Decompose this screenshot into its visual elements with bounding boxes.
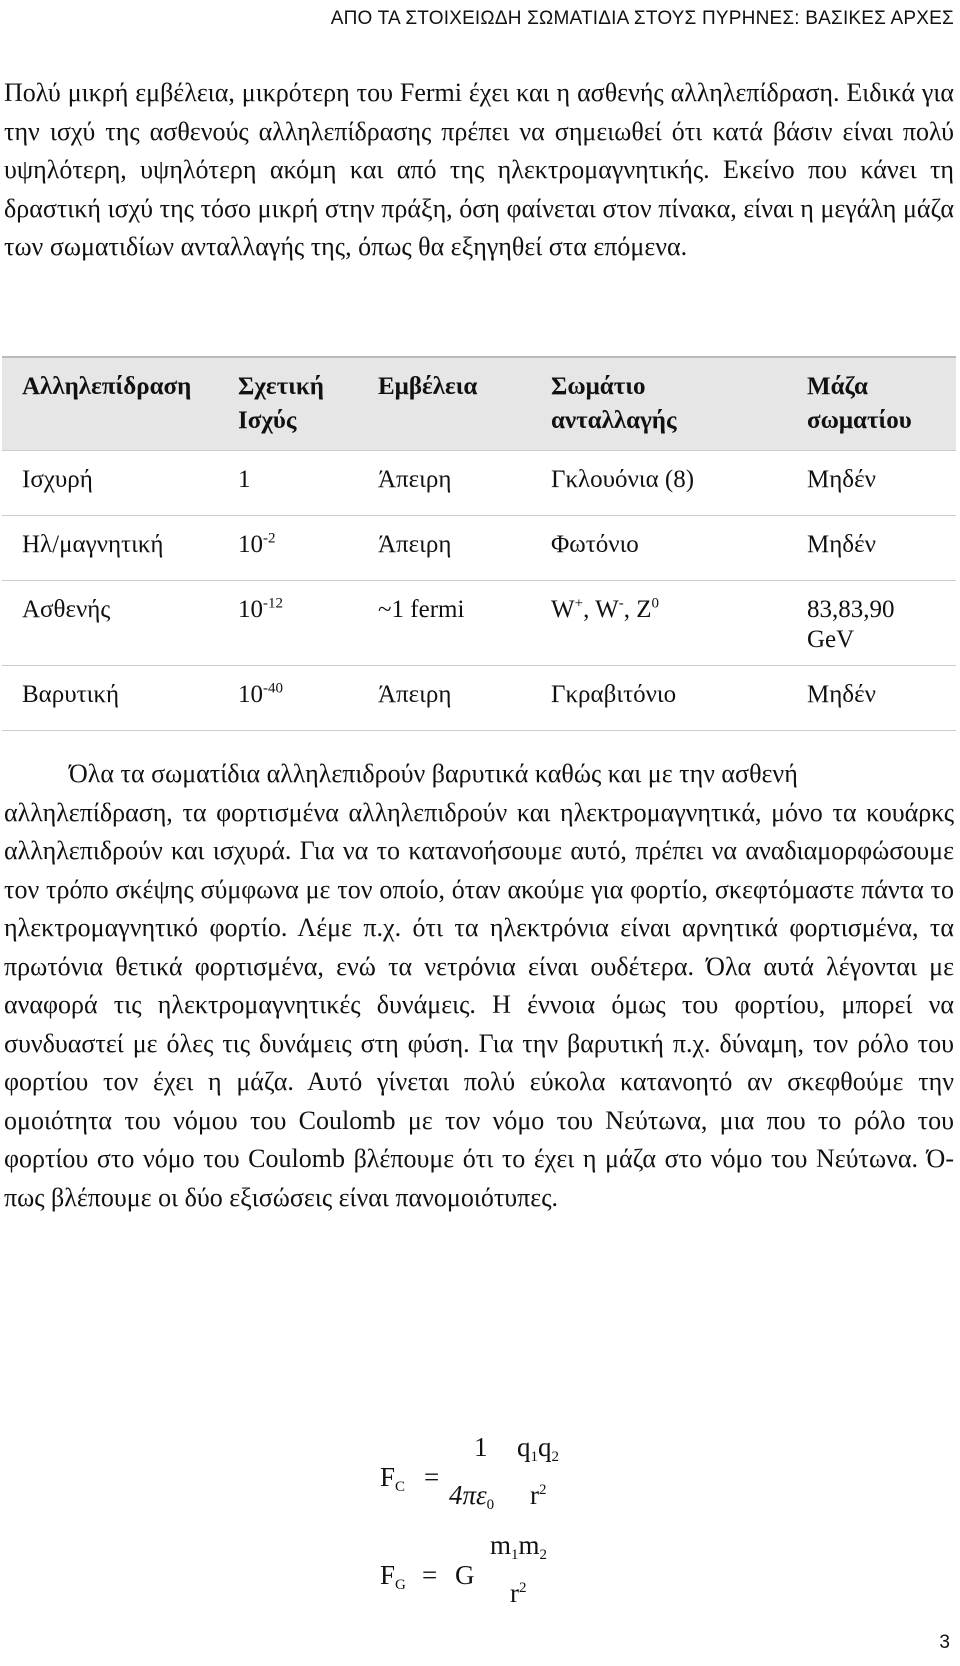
body-paragraph-rest: αλληλεπίδραση, τα φορτισμένα αλληλεπιδρούν και ηλεκτρομαγνητικά, μόνο τα κουάρκς αλληλεπιδρούν και ισχυρά. Για να το κατανοήσουμε αυτό, πρέπει να αναδιαμορφώσουμε τον τρόπο σκέψης σύμφωνα με τον οποίο, όταν ακούμε για φορτίο, σκεφτόμαστε πάντα το ηλεκτρομαγνητικό φορτίο. Λέμε π.χ. ότι τα ηλεκτρόνια είναι αρνητικά φορτισμένα, τα πρωτόνια θετικά φορτισμένα, ενώ τα νετρόνια είναι ουδέτερα. Όλα αυτά λέγονται με αναφορά τις ηλεκτρομαγνητικές δυνάμεις. Η έννοια όμως του φορτίου, μπορεί να συνδυαστεί με όλες τις δυνάμεις στη φύση. Για την βαρυτική π.χ. δύναμη, τον ρόλο του φορτίου τον έχει η μάζα. Αυτό γίνεται πολύ εύκολα κατανοητό αν σκεφθούμε την ομοιότητα του νόμου του Coulomb με τον νόμο του Νεύτωνα, μια που το ρόλο του φορτίου στο νόμο του Coulomb βλέπουμε ότι το έχει η μάζα στο νόμο του Νεύτωνα. Όπως βλέπουμε οι δύο εξισώσεις είναι πανομοιότυπες. — [4, 797, 954, 1212]
header-interaction: Αλληλεπίδραση — [2, 357, 218, 451]
cell-range: ~1 fermi — [358, 581, 531, 666]
newton-constant: G — [455, 1560, 475, 1590]
coulomb-denominator-2: $r^2$ — [530, 1480, 547, 1510]
coulomb-numerator-1: 1 — [474, 1432, 488, 1462]
body-paragraph — [4, 755, 954, 1217]
cell-range: Άπειρη — [358, 516, 531, 581]
cell-strength: $10^{-2}$ — [218, 516, 358, 581]
header-relative-strength: Σχετική Ισχύς — [218, 357, 358, 451]
coulomb-equals: = — [424, 1462, 440, 1492]
coulomb-numerator-2: $q_1q_2$ — [517, 1432, 559, 1465]
newton-numerator: $m_1m_2$ — [490, 1530, 548, 1563]
table-row — [2, 666, 956, 731]
body-paragraph-first-line: Όλα τα σωματίδια αλληλεπιδρούν βαρυτικά καθώς και με την ασθενή — [69, 759, 798, 788]
cell-particle: Γκλουόνια (8) — [531, 451, 781, 516]
header-exchange-particle: Σωμάτιο ανταλλαγής — [531, 357, 781, 451]
coulomb-denominator-1: $4\pi\varepsilon_0$ — [449, 1480, 495, 1513]
cell-strength: $10^{-40}$ — [218, 666, 358, 731]
cell-mass: 83,83,90 GeV — [781, 581, 956, 666]
cell-range: Άπειρη — [358, 451, 531, 516]
cell-mass: Μηδέν — [781, 516, 956, 581]
interactions-table — [2, 356, 956, 731]
cell-strength: $10^{-12}$ — [218, 581, 358, 666]
table-row — [2, 451, 956, 516]
cell-particle: W+, W-, $Z^0$ — [531, 581, 781, 666]
newton-equals: = — [422, 1560, 438, 1590]
table-row — [2, 516, 956, 581]
page-number: 3 — [939, 1632, 950, 1653]
cell-interaction: Ηλ/μαγνητική — [2, 516, 218, 581]
cell-particle: Φωτόνιο — [531, 516, 781, 581]
coulomb-lhs: $F_C$ — [380, 1462, 406, 1495]
newton-lhs: $F_G$ — [380, 1560, 406, 1593]
cell-strength: 1 — [218, 451, 358, 516]
cell-range: Άπειρη — [358, 666, 531, 731]
table-header-row — [2, 357, 956, 451]
cell-interaction: Βαρυτική — [2, 666, 218, 731]
cell-particle: Γκραβιτόνιο — [531, 666, 781, 731]
intro-paragraph: Πολύ μικρή εμβέλεια, μικρότερη του Fermi έχει και η ασθενής αλληλεπίδραση. Ειδικά για την ισχύ της ασθενούς αλληλεπίδρασης πρέπει να σημειωθεί ότι κατά βάσιν είναι πολύ υψηλότερη, υψηλότερη ακόμη και από της ηλεκτρομαγνητικής. Εκείνο που κάνει τη δραστική ισχύ της τόσο μικρή στην πράξη, όση φαίνεται στον πίνακα, είναι η μεγάλη μάζα των σωματιδίων ανταλλαγής της, όπως θα εξηγηθεί στα επόμενα. — [4, 78, 954, 261]
cell-mass: Μηδέν — [781, 451, 956, 516]
newton-denominator: $r^2$ — [510, 1578, 527, 1608]
header-range: Εμβέλεια — [358, 357, 531, 451]
cell-interaction: Ασθενής — [2, 581, 218, 666]
header-particle-mass: Μάζα σωματίου — [781, 357, 956, 451]
cell-mass: Μηδέν — [781, 666, 956, 731]
cell-interaction: Ισχυρή — [2, 451, 218, 516]
running-header: ΑΠΟ ΤΑ ΣΤΟΙΧΕΙΩΔΗ ΣΩΜΑΤΙΔΙΑ ΣΤΟΥΣ ΠΥΡΗΝΕΣ: ΒΑΣΙΚΕΣ ΑΡΧΕΣ — [330, 8, 954, 29]
table-row — [2, 581, 956, 666]
